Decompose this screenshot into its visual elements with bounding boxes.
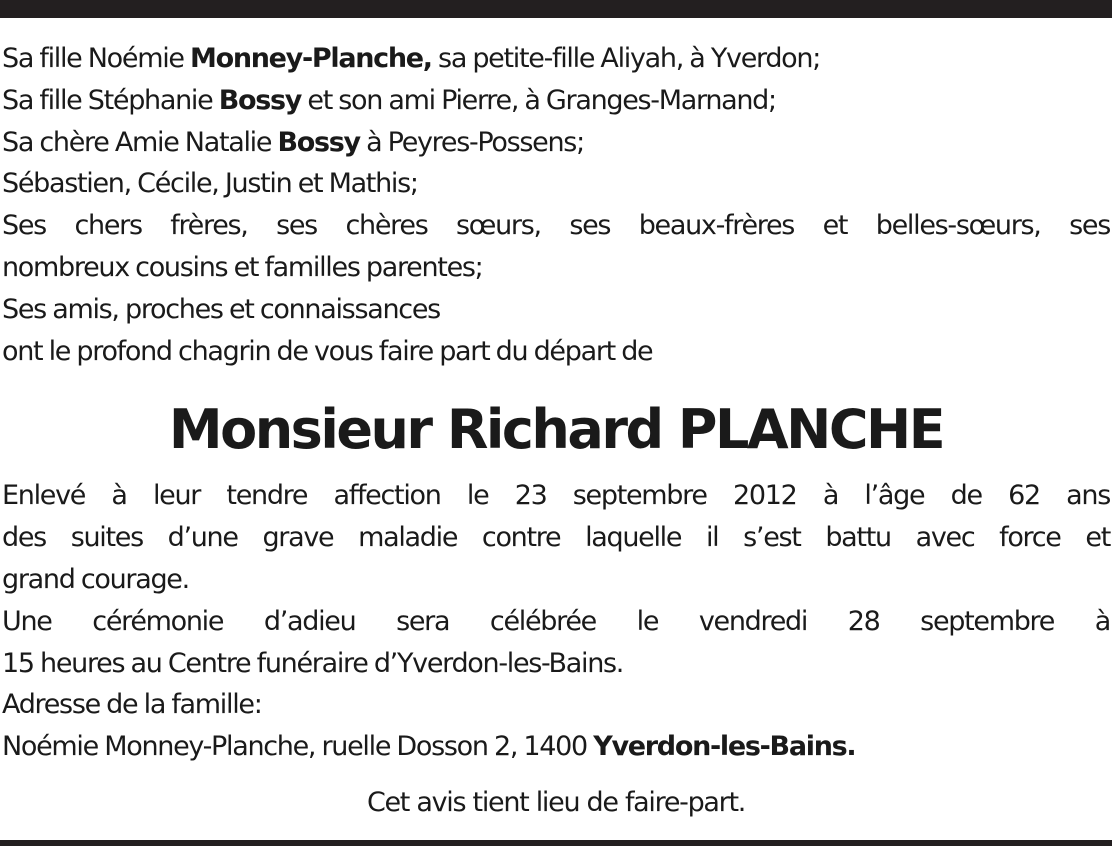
- deceased-name-heading: Monsieur Richard PLANCHE: [168, 398, 944, 462]
- city-bold: Yverdon-les-Bains.: [593, 731, 856, 763]
- text-span: Sa fille Stéphanie: [2, 84, 219, 116]
- surname-bold: Monney-Planche,: [190, 43, 432, 74]
- detail-line-4: Une cérémonie d’adieu sera célébrée le vendredi 28 septembre à: [2, 605, 1110, 637]
- text-span: à Peyres-Possens;: [359, 126, 584, 158]
- family-line-8: ont le profond chagrin de vous faire part du départ de: [2, 335, 653, 367]
- text-span: et son ami Pierre, à Granges-Marnand;: [301, 84, 776, 116]
- detail-line-7: [2, 726, 1110, 768]
- family-line-3: [2, 122, 1110, 164]
- top-border-rule: [0, 0, 1112, 18]
- family-line-4: Sébastien, Cécile, Justin et Mathis;: [2, 168, 418, 200]
- family-line-5: Ses chers frères, ses chères sœurs, ses beaux-frères et belles-sœurs, ses: [2, 210, 1110, 242]
- detail-line-2: des suites d’une grave maladie contre laquelle il s’est battu avec force et: [2, 522, 1110, 554]
- detail-line-6: Adresse de la famille:: [2, 689, 262, 721]
- text-span: sa petite-fille Aliyah, à Yverdon;: [431, 43, 821, 74]
- detail-line-3: grand courage.: [2, 563, 189, 595]
- obituary-notice: [2, 38, 1110, 824]
- bottom-border-rule: [0, 840, 1112, 846]
- text-span: Sa fille Noémie: [2, 43, 190, 74]
- surname-bold: Bossy: [277, 126, 360, 158]
- text-span: Sa chère Amie Natalie: [2, 126, 278, 158]
- family-line-7: Ses amis, proches et connaissances: [2, 293, 440, 325]
- family-line-2: [2, 80, 1110, 122]
- footer-note: Cet avis tient lieu de faire-part.: [366, 786, 746, 818]
- detail-line-5: 15 heures au Centre funéraire d’Yverdon-les-Bains.: [2, 647, 624, 679]
- family-line-1: [2, 38, 1110, 80]
- text-span: Noémie Monney-Planche, ruelle Dosson 2, 1400: [2, 731, 594, 763]
- surname-bold: Bossy: [218, 84, 302, 116]
- detail-line-1: Enlevé à leur tendre affection le 23 septembre 2012 à l’âge de 62 ans: [2, 480, 1110, 512]
- family-line-6: nombreux cousins et familles parentes;: [2, 251, 483, 283]
